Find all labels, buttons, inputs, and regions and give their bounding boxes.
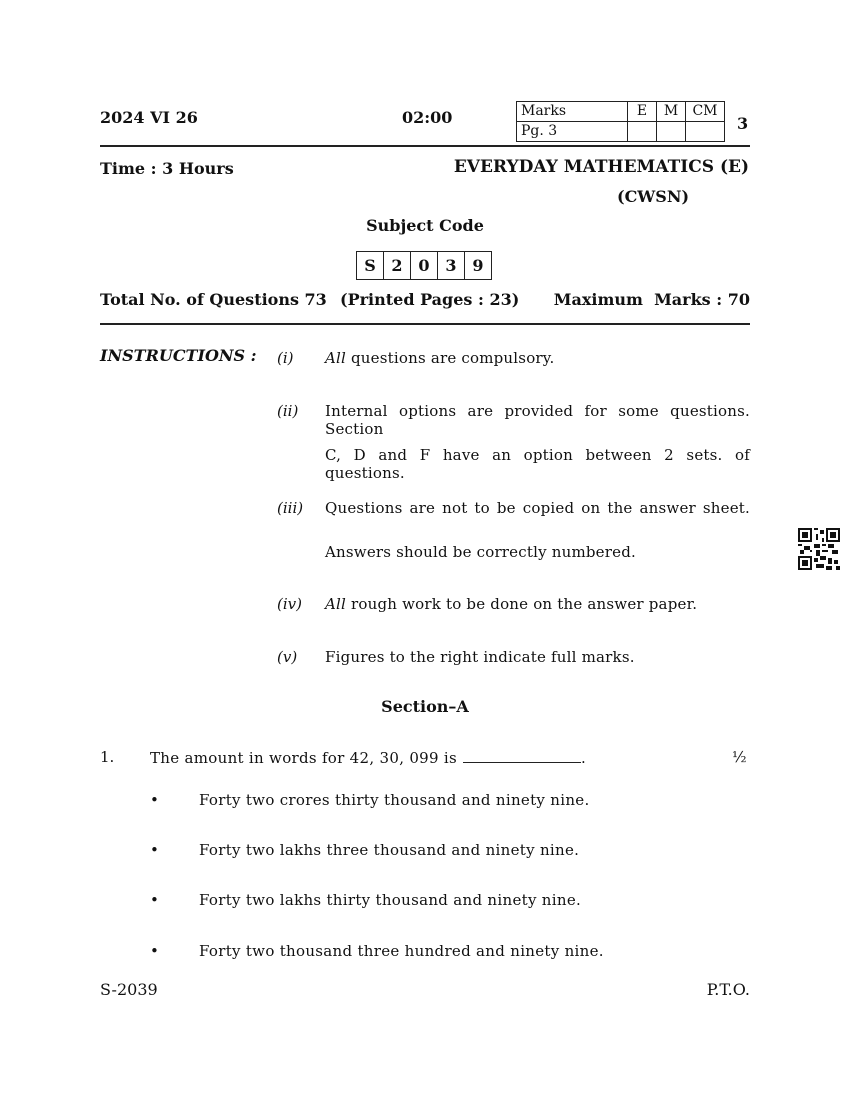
option-item: • Forty two thousand three hundred and ninety nine. [150,942,604,960]
subject-code-digit: 0 [411,252,438,279]
option-item: • Forty two lakhs thirty thousand and ninety nine. [150,891,582,909]
question-number: 1. [100,748,115,766]
instruction-text: Internal options are provided for some questions. Section [325,402,750,438]
instruction-number: (i) [277,349,294,367]
instruction-number: (ii) [277,402,299,420]
bullet-icon: • [150,841,160,859]
paper-code: 2024 VI 26 [100,108,198,127]
subject-code-digit: 3 [438,252,465,279]
question-marks: ½ [732,748,747,766]
bullet-icon: • [150,791,160,809]
option-item: • Forty two crores thirty thousand and ninety nine. [150,791,590,809]
marks-cell-e [628,122,657,142]
marks-table [516,101,725,142]
question-text: The amount in words for 42, 30, 099 is . [150,749,587,767]
pg-label: Pg. 3 [517,122,628,142]
answer-blank [463,748,581,763]
marks-label: Marks [517,102,628,122]
qr-code-icon [798,528,840,570]
instructions-label: INSTRUCTIONS : [100,346,257,365]
page-number: 3 [737,114,749,133]
subject-code-digit: 2 [384,252,411,279]
instruction-text: Figures to the right indicate full marks. [325,648,635,666]
category-label: (CWSN) [617,187,690,206]
footer-pto: P.T.O. [706,980,750,999]
section-heading: Section–A [381,697,469,716]
instruction-number: (v) [277,648,298,666]
printed-pages: (Printed Pages : 23) [340,290,520,309]
subject-code-digit: 9 [472,256,484,275]
bullet-icon: • [150,942,160,960]
marks-col-cm: CM [686,102,725,122]
instruction-text-continued: C, D and F have an option between 2 sets. of questions. [325,446,750,482]
subject-code-label: Subject Code [366,216,484,235]
instruction-text-continued: Answers should be correctly numbered. [325,543,636,561]
paper-time: 02:00 [402,108,453,127]
instruction-text: Questions are not to be copied on the answer sheet. [325,499,750,517]
bullet-icon: • [150,891,160,909]
total-questions: Total No. of Questions 73 [100,290,327,309]
instruction-text: All rough work to be done on the answer paper. [325,595,698,613]
instruction-text: All questions are compulsory. [325,349,555,367]
instruction-number: (iv) [277,595,302,613]
subject-code-digit: S [357,252,384,279]
maximum-marks: Maximum Marks : 70 [553,290,750,309]
subject-title: EVERYDAY MATHEMATICS (E) [453,157,749,177]
marks-cell-cm [686,122,725,142]
footer-paper-code: S-2039 [100,980,158,999]
instruction-number: (iii) [277,499,304,517]
info-rule [100,323,750,325]
option-item: • Forty two lakhs three thousand and ninety nine. [150,841,580,859]
marks-cell-m [657,122,686,142]
marks-col-m: M [657,102,686,122]
subject-code-boxes [356,251,492,280]
duration-label: Time : 3 Hours [100,159,234,178]
marks-col-e: E [628,102,657,122]
header-rule [100,145,750,147]
